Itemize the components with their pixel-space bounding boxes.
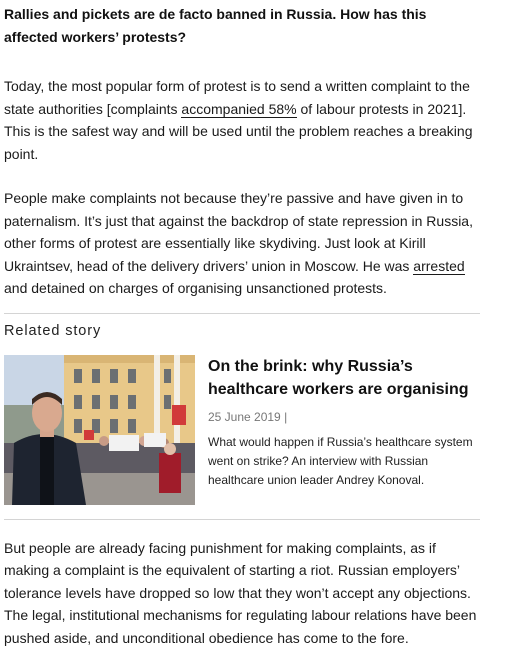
paragraph-punishment: But people are already facing punishment for making complaints, as if making a complaint is the equivalent of starting a riot. Russian employers’ tolerance levels have dropped so low that they won’t accept any objections. The legal, institutional mechanisms for regulating labour relations have been pushed aside, and unconditional obedience has come to the fore.	[4, 539, 477, 646]
link-arrested[interactable]: arrested	[413, 257, 465, 274]
related-story-label: Related story	[4, 322, 102, 339]
divider	[4, 519, 480, 520]
related-story-title[interactable]: On the brink: why Russia’s healthcare workers are organising	[208, 357, 469, 398]
paragraph-paternalism	[4, 187, 480, 300]
paragraph-text: Today, the most popular form of protest is to send a written complaint to the state authorities [complaints	[4, 78, 470, 117]
related-story-description: What would happen if Russia’s healthcare system went on strike? An interview with Russian healthcare union leader Andrey Konoval.	[208, 434, 473, 487]
related-story-date: 25 June 2019 |	[208, 409, 288, 424]
link-accompanied-58[interactable]: accompanied 58%	[181, 100, 297, 117]
related-story-text	[208, 355, 480, 507]
interview-question: Rallies and pickets are de facto banned in Russia. How has this affected workers’ protests?	[4, 6, 427, 45]
divider	[4, 313, 480, 314]
paragraph-complaints	[4, 75, 480, 165]
paragraph-text: People make complaints not because they’re passive and have given in to paternalism. It’s just that against the backdrop of state repression in Russia, other forms of protest are essentially like skydiving. Just look at Kirill Ukraintsev, head of the delivery drivers’ union in Moscow. He was	[4, 190, 473, 274]
related-story-card[interactable]	[4, 355, 480, 507]
paragraph-text: and detained on charges of organising unsanctioned protests.	[4, 280, 387, 296]
paragraph-text: of labour protests in 2021]. This is the safest way and will be used until the problem reaches a breaking point.	[4, 100, 473, 162]
protest-photo-illustration	[4, 355, 195, 505]
related-story-thumbnail[interactable]	[4, 355, 195, 505]
article-body	[4, 0, 480, 649]
